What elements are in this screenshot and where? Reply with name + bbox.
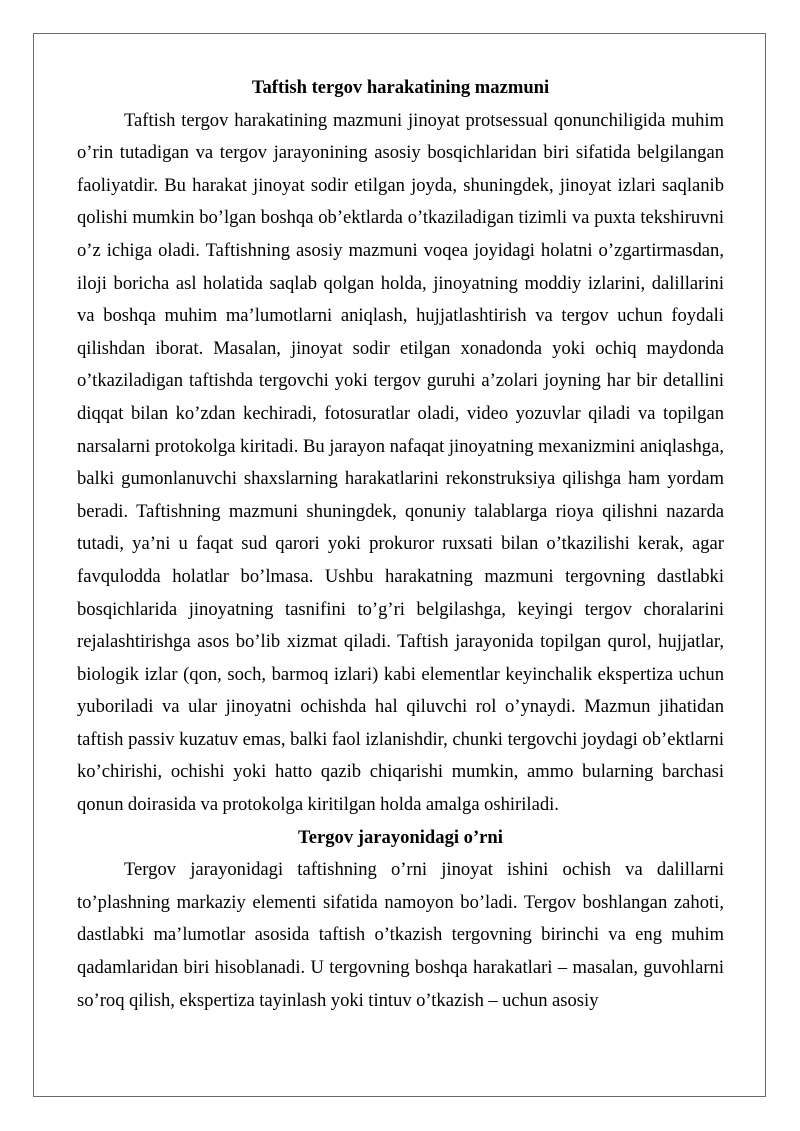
section-heading-mazmuni: Taftish tergov harakatining mazmuni bbox=[251, 77, 550, 98]
section-heading-tergov-orni: Tergov jarayonidagi o’rni bbox=[298, 826, 503, 848]
paragraph-tergov-orni: Tergov jarayonidagi taftishning o’rni jinoyat ishini ochish va dalillarni to’plashning markaziy elementi sifatida namoyon bo’ladi. Tergov boshlangan zahoti, dastlabki ma’lumotlar asosida taftish o’tkazish tergovning birinchi va eng muhim qadamlaridan biri hisoblanadi. U tergovning boshqa harakatlari – masalan, guvohlarni so’roq qilish, ekspertiza tayinlash yoki tintuv o’tkazish – uchun asosiy bbox=[77, 859, 724, 1011]
paragraph-mazmuni: Taftish tergov harakatining mazmuni jinoyat protsessual qonunchiligida muhim o’rin tutadigan va tergov jarayonining asosiy bosqichlaridan biri sifatida belgilangan faoliyatdir. Bu harakat jinoyat sodir etilgan joyda, shuningdek, jinoyat izlari saqlanib qolishi mumkin bo’lgan boshqa ob’ektlarda o’tkaziladigan tizimli va puxta tekshiruvni o’z ichiga oladi. Taftishning asosiy mazmuni voqea joyidagi holatni o’zgartirmasdan, iloji boricha asl holatida saqlab qolgan holda, jinoyatning moddiy izlarini, dalillarini va boshqa muhim ma’lumotlarni aniqlash, hujjatlashtirish va tergov uchun foydali qilishdan iborat. Masalan, jinoyat sodir etilgan xonadonda yoki ochiq maydonda o’tkaziladigan taftishda tergovchi yoki tergov guruhi a’zolari joyning har bir detallini diqqat bilan ko’zdan kechiradi, fotosuratlar oladi, video yozuvlar qiladi va topilgan narsalarni protokolga kiritadi. Bu jarayon nafaqat jinoyatning mexanizmini aniqlashga, balki gumonlanuvchi shaxslarning harakatlarini rekonstruksiya qilishga ham yordam beradi. Taftishning mazmuni shuningdek, qonuniy talablarga rioya qilishni nazarda tutadi, ya’ni u faqat sud qarori yoki prokuror ruxsati bilan o’tkazilishi kerak, agar favqulodda holatlar bo’lmasa. Ushbu harakatning mazmuni tergovning dastlabki bosqichlarida jinoyatning tasnifini to’g’ri belgilashga, keyingi tergov choralarini rejalashtirishga asos bo’lib xizmat qiladi. Taftish jarayonida topilgan qurol, hujjatlar, biologik izlar (qon, soch, barmoq izlari) kabi elementlar keyinchalik ekspertiza uchun yuboriladi va ular jinoyatni ochishda hal qiluvchi rol o’ynaydi. Mazmun jihatidan taftish passiv kuzatuv emas, balki faol izlanishdir, chunki tergovchi joydagi ob’ektlarni ko’chirishi, ochishi yoki hatto qazib chiqarishi mumkin, ammo bularning barchasi qonun doirasida va protokolga kiritilgan holda amalga oshiriladi. bbox=[77, 109, 724, 816]
document-body bbox=[77, 72, 724, 1017]
